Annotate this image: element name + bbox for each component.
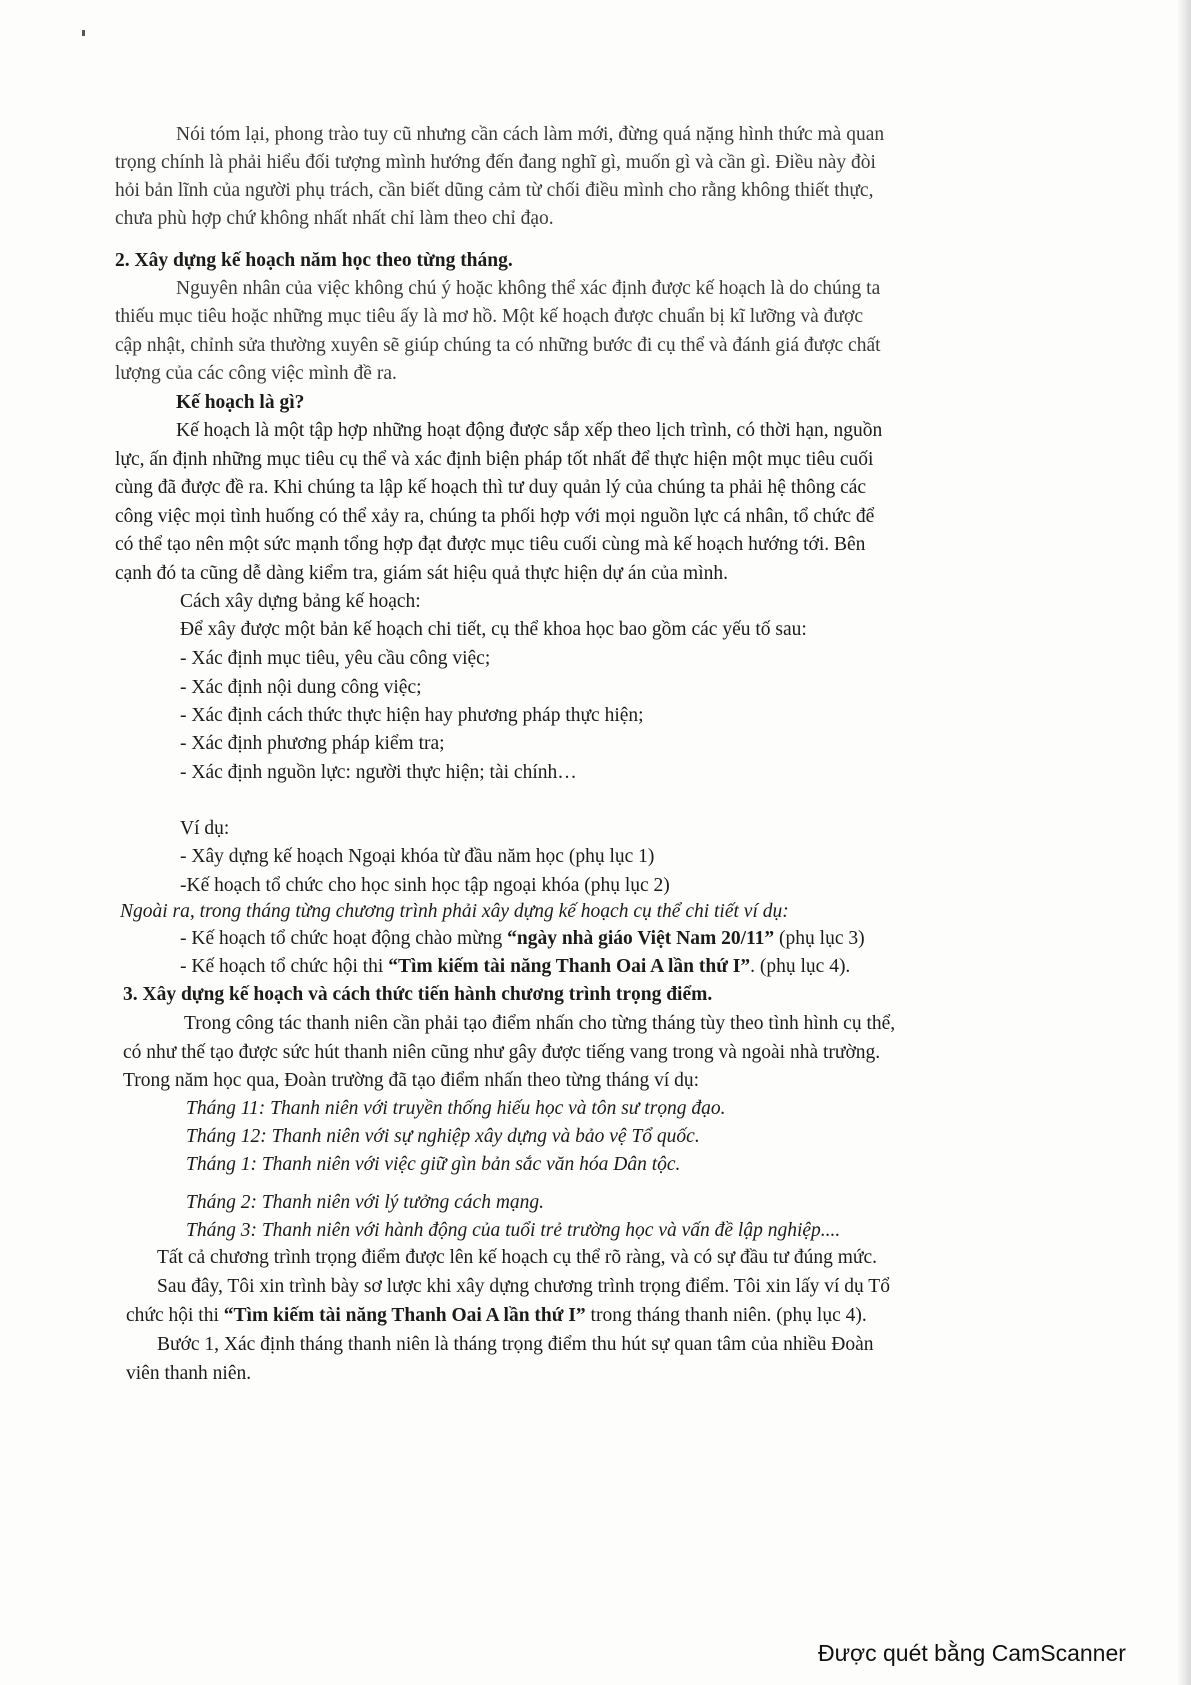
page-edge-shadow <box>1177 0 1191 1685</box>
paragraph-line: chưa phù hợp chứ không nhất nhất chỉ làm theo chỉ đạo. <box>115 208 554 229</box>
paragraph-line: Tất cả chương trình trọng điểm được lên kế hoạch cụ thể rõ ràng, và có sự đầu tư đúng mức. <box>157 1247 878 1268</box>
list-item: - Xác định cách thức thực hiện hay phương pháp thực hiện; <box>180 705 644 726</box>
camscanner-watermark: Được quét bằng CamScanner <box>818 1640 1126 1666</box>
paragraph-line: công việc mọi tình huống có thể xảy ra, chúng ta phối hợp với mọi nguồn lực cá nhân, tổ chức để <box>115 506 875 527</box>
list-item: - Xác định nội dung công việc; <box>180 677 422 698</box>
paragraph-line: trọng chính là phải hiểu đối tượng mình hướng đến đang nghĩ gì, muốn gì và cần gì. Điều này đòi <box>115 152 876 173</box>
list-item: - Xây dựng kế hoạch Ngoại khóa từ đầu năm học (phụ lục 1) <box>180 846 655 867</box>
paragraph-line: hỏi bản lĩnh của người phụ trách, cần biết dũng cảm từ chối điều mình cho rằng không thiết thực, <box>115 180 874 201</box>
list-item: - Xác định mục tiêu, yêu cầu công việc; <box>180 648 491 669</box>
paragraph-line: Sau đây, Tôi xin trình bày sơ lược khi xây dựng chương trình trọng điểm. Tôi xin lấy ví dụ Tổ <box>157 1276 890 1297</box>
month-item: Tháng 1: Thanh niên với việc giữ gìn bản sắc văn hóa Dân tộc. <box>186 1154 681 1175</box>
paragraph-line: có thể tạo nên một sức mạnh tổng hợp đạt được mục tiêu cuối cùng mà kế hoạch hướng tới. Bên <box>115 534 866 555</box>
paragraph-line: cùng đã được đề ra. Khi chúng ta lập kế hoạch thì tư duy quản lý của chúng ta phải hệ thông các <box>115 477 867 498</box>
list-item: - Kế hoạch tổ chức hội thi “Tìm kiếm tài năng Thanh Oai A lần thứ I”. (phụ lục 4). <box>180 956 851 977</box>
paragraph-line: viên thanh niên. <box>126 1363 252 1384</box>
paragraph-line: Ngoài ra, trong tháng từng chương trình phải xây dựng kế hoạch cụ thể chi tiết ví dụ: <box>120 901 789 922</box>
paragraph-line: Trong năm học qua, Đoàn trường đã tạo điểm nhấn theo từng tháng ví dụ: <box>123 1070 700 1091</box>
scan-mark <box>82 30 85 36</box>
paragraph-line: Cách xây dựng bảng kế hoạch: <box>180 591 421 612</box>
paragraph-line: Kế hoạch là một tập hợp những hoạt động được sắp xếp theo lịch trình, có thời hạn, nguồn <box>176 420 883 441</box>
month-item: Tháng 11: Thanh niên với truyền thống hiếu học và tôn sư trọng đạo. <box>186 1098 726 1119</box>
paragraph-line: cập nhật, chỉnh sửa thường xuyên sẽ giúp chúng ta có những bước đi cụ thể và đánh giá được chất <box>115 335 881 356</box>
list-item: - Xác định phương pháp kiểm tra; <box>180 733 445 754</box>
list-item: - Kế hoạch tổ chức hoạt động chào mừng “ngày nhà giáo Việt Nam 20/11” (phụ lục 3) <box>180 928 865 949</box>
list-item: - Xác định nguồn lực: người thực hiện; tài chính… <box>180 762 577 783</box>
paragraph-line: Bước 1, Xác định tháng thanh niên là tháng trọng điểm thu hút sự quan tâm của nhiều Đoàn <box>157 1334 874 1355</box>
paragraph-line: thiếu mục tiêu hoặc những mục tiêu ấy là mơ hồ. Một kế hoạch được chuẩn bị kĩ lưỡng và được <box>115 306 863 327</box>
list-item: -Kế hoạch tổ chức cho học sinh học tập ngoại khóa (phụ lục 2) <box>180 875 670 896</box>
paragraph-line: có như thế tạo được sức hút thanh niên cũng như gây được tiếng vang trong và ngoài nhà trường. <box>123 1042 881 1063</box>
paragraph-line: Trong công tác thanh niên cần phải tạo điểm nhấn cho từng tháng tùy theo tình hình cụ thể, <box>184 1013 896 1034</box>
section-heading-2: 2. Xây dựng kế hoạch năm học theo từng tháng. <box>115 250 513 271</box>
paragraph-line: Ví dụ: <box>180 818 230 839</box>
month-item: Tháng 12: Thanh niên với sự nghiệp xây dựng và bảo vệ Tổ quốc. <box>186 1126 700 1147</box>
section-heading-3: 3. Xây dựng kế hoạch và cách thức tiến hành chương trình trọng điểm. <box>123 984 713 1005</box>
paragraph-line: Nguyên nhân của việc không chú ý hoặc không thể xác định được kế hoạch là do chúng ta <box>176 278 881 299</box>
month-item: Tháng 2: Thanh niên với lý tưởng cách mạng. <box>186 1192 545 1213</box>
paragraph-line: Để xây được một bản kế hoạch chi tiết, cụ thể khoa học bao gồm các yếu tố sau: <box>180 619 807 640</box>
paragraph-line: lượng của các công việc mình đề ra. <box>115 363 397 384</box>
subheading: Kế hoạch là gì? <box>176 392 305 413</box>
month-item: Tháng 3: Thanh niên với hành động của tuổi trẻ trường học và vấn đề lập nghiệp.... <box>186 1220 841 1241</box>
paragraph-line: Nói tóm lại, phong trào tuy cũ nhưng cần cách làm mới, đừng quá nặng hình thức mà quan <box>176 124 885 145</box>
paragraph-line: lực, ấn định những mục tiêu cụ thể và xác định biện pháp tốt nhất để thực hiện một mục tiêu cuối <box>115 449 874 470</box>
paragraph-line: cạnh đó ta cũng dễ dàng kiểm tra, giám sát hiệu quả thực hiện dự án của mình. <box>115 563 728 584</box>
paragraph-line: chức hội thi “Tìm kiếm tài năng Thanh Oai A lần thứ I” trong tháng thanh niên. (phụ lục 4). <box>126 1305 867 1326</box>
